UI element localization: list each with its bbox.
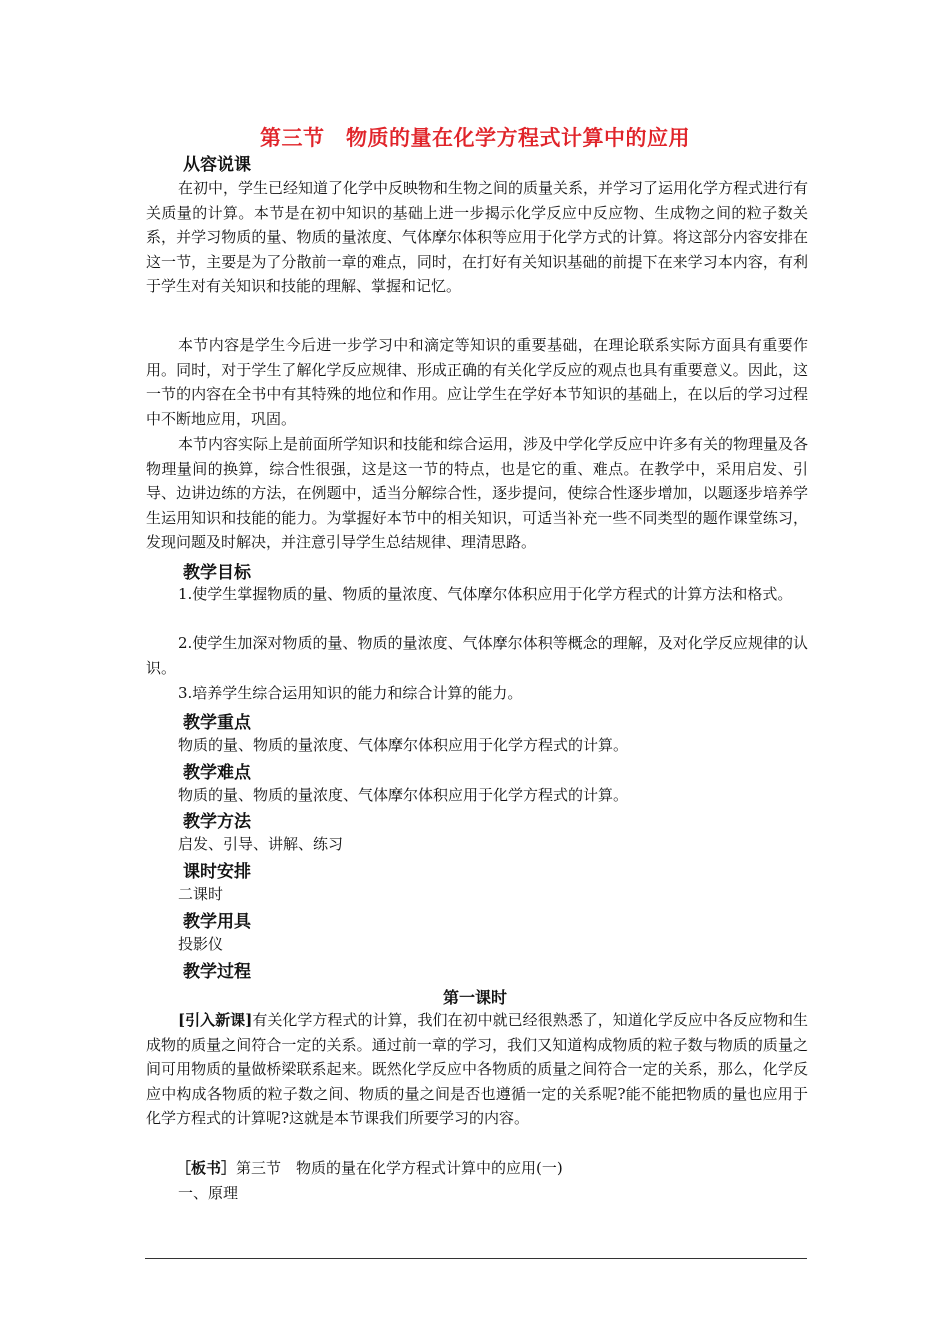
intro-new-lesson-text: 有关化学方程式的计算，我们在初中就已经很熟悉了，知道化学反应中各反应物和生成物的质量之间符合一定的关系。通过前一章的学习，我们又知道构成物质的粒子数与物质的质量之间可用物质的量做桥梁联系起来。既然化学反应中各物质的质量之间符合一定的关系，那么，化学反应中构成各物质的粒子数之间、物质的量之间是否也遵循一定的关系呢?能不能把物质的量也应用于化学方程式的计算呢?这就是本节课我们所要学习的内容。 xyxy=(146,1011,808,1128)
key-points-text: 物质的量、物质的量浓度、气体摩尔体积应用于化学方程式的计算。 xyxy=(178,736,629,754)
tools-text: 投影仪 xyxy=(178,935,224,953)
lesson-1-heading: 第一课时 xyxy=(442,988,507,1007)
goal-item-2: 2.使学生加深对物质的量、物质的量浓度、气体摩尔体积等概念的理解，及对化学反应规律的认识。 xyxy=(146,634,808,677)
intro-paragraph-3: 本节内容实际上是前面所学知识和技能和综合运用，涉及中学化学反应中许多有关的物理量及各物理量间的换算，综合性很强，这是这一节的特点，也是它的重、难点。在教学中，采用启发、引导、边讲边练的方法，在例题中，适当分解综合性，逐步提问，使综合性逐步增加，以题逐步培养学生运用知识和技能的能力。为掌握好本节中的相关知识，可适当补充一些不同类型的题作课堂练习，发现问题及时解决，并注意引导学生总结规律、理清思路。 xyxy=(146,435,809,552)
heading-key-points: 教学重点 xyxy=(183,713,251,733)
schedule-text: 二课时 xyxy=(178,885,224,903)
board-note xyxy=(176,1157,563,1178)
principle-line: 一、原理 xyxy=(178,1184,239,1202)
intro-new-lesson-label: [引入新课] xyxy=(178,1011,253,1029)
heading-goals: 教学目标 xyxy=(183,563,251,583)
method-text: 启发、引导、讲解、练习 xyxy=(178,835,344,853)
goal-item-1: 1.使学生掌握物质的量、物质的量浓度、气体摩尔体积应用于化学方程式的计算方法和格式。 xyxy=(178,585,793,603)
intro-new-lesson-paragraph xyxy=(146,1008,808,1131)
board-text: 第三节 物质的量在化学方程式计算中的应用(一) xyxy=(236,1159,563,1177)
intro-paragraph-2: 本节内容是学生今后进一步学习中和滴定等知识的重要基础，在理论联系实际方面具有重要作用。同时，对于学生了解化学反应规律、形成正确的有关化学反应的观点也具有重要意义。因此，这一节的内容在全书中有其特殊的地位和作用。应让学生在学好本节知识的基础上，在以后的学习过程中不断地应用，巩固。 xyxy=(146,336,808,428)
intro-paragraph-1: 在初中，学生已经知道了化学中反映物和生物之间的质量关系，并学习了运用化学方程式进行有关质量的计算。本节是在初中知识的基础上进一步揭示化学反应中反应物、生成物之间的粒子数关系，并学习物质的量、物质的量浓度、气体摩尔体积等应用于化学方式的计算。将这部分内容安排在这一节，主要是为了分散前一章的难点，同时，在打好有关知识基础的前提下在来学习本内容，有利于学生对有关知识和技能的理解、掌握和记忆。 xyxy=(146,179,809,296)
goal-item-3: 3.培养学生综合运用知识的能力和综合计算的能力。 xyxy=(178,684,523,702)
heading-process: 教学过程 xyxy=(183,962,251,982)
heading-difficulties: 教学难点 xyxy=(183,763,251,783)
footer-divider xyxy=(145,1258,807,1259)
heading-tools: 教学用具 xyxy=(183,912,251,932)
heading-schedule: 课时安排 xyxy=(183,862,251,882)
board-label: ［板书］ xyxy=(176,1159,237,1177)
heading-method: 教学方法 xyxy=(183,812,251,832)
difficulties-text: 物质的量、物质的量浓度、气体摩尔体积应用于化学方程式的计算。 xyxy=(178,786,629,804)
heading-intro: 从容说课 xyxy=(183,155,251,175)
page-title: 第三节 物质的量在化学方程式计算中的应用 xyxy=(260,126,690,150)
